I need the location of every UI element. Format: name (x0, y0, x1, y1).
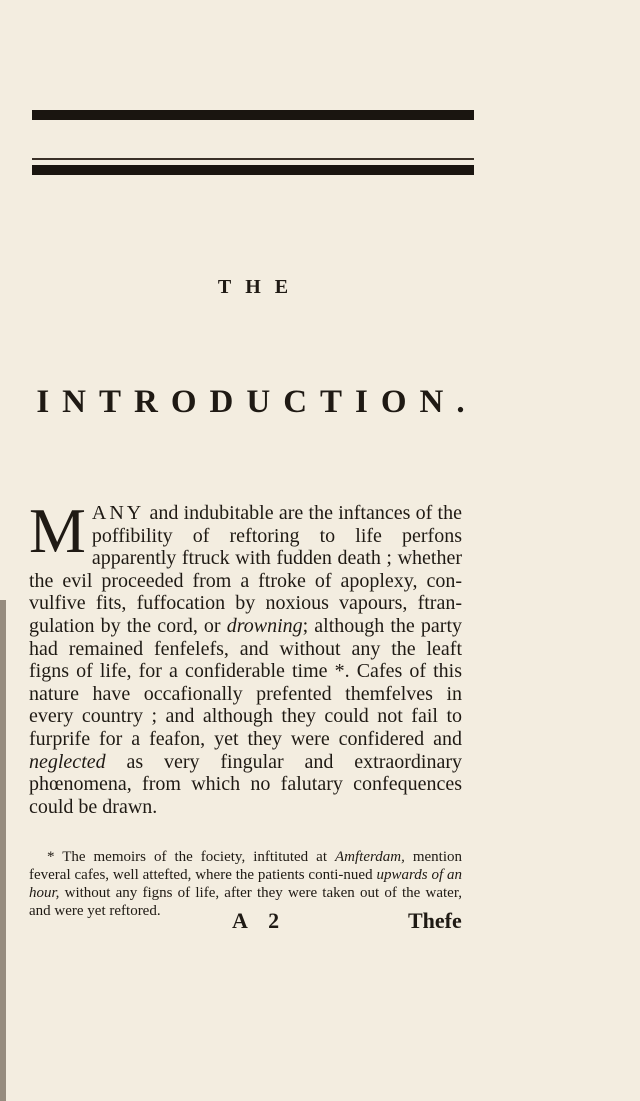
signature-mark: A 2 (232, 908, 288, 933)
footnote-text-1: * The memoirs of the fociety, inftituted at (47, 849, 335, 865)
bottom-ornamental-rule (32, 165, 474, 175)
paragraph-italic-2: neglected (29, 750, 106, 773)
heading-introduction: INTRODUCTION. (36, 384, 478, 420)
footnote-text-3: without any figns of life, after they were taken out of the water, and were yet reftored. (29, 885, 462, 919)
footnote-italic-1: Amfterdam, (334, 849, 405, 865)
footnote-italic-2: upwards of an hour, (29, 867, 462, 901)
opening-small-caps: ANY (91, 502, 145, 524)
thin-rule (32, 158, 474, 160)
paragraph-italic-1: drowning (226, 614, 303, 637)
paragraph-text-2: ; although the party had remained fenfelefs, and without any the leaft figns of life, for a confiderable time *. Cafes of this nature have occafionally prefented themfelves in every country ; and although they could not fail to furprife for a feafon, yet they were confidered and (29, 614, 462, 750)
footnote-text-2: mention feveral cafes, well attefted, where the patients conti-nued (29, 849, 462, 883)
drop-cap: M (29, 495, 86, 566)
catchword: Thefe (408, 908, 462, 933)
paragraph-text-1: and indubitable are the inftances of the poffibility of reftoring to life perfons apparently ftruck with fudden death ; whether the evil proceeded from a ftroke of apoplexy, con-vulfive fits, fuffocation by noxious vapours, ftran-gulation by the cord, or (29, 502, 462, 637)
page-edge-shadow (0, 600, 6, 1101)
heading-the: THE (217, 276, 303, 298)
top-ornamental-rule (32, 110, 474, 120)
paragraph-text-3: as very fingular and extraordinary phœnomena, from which no falutary confequences could be drawn. (29, 750, 462, 818)
main-paragraph (29, 495, 462, 818)
